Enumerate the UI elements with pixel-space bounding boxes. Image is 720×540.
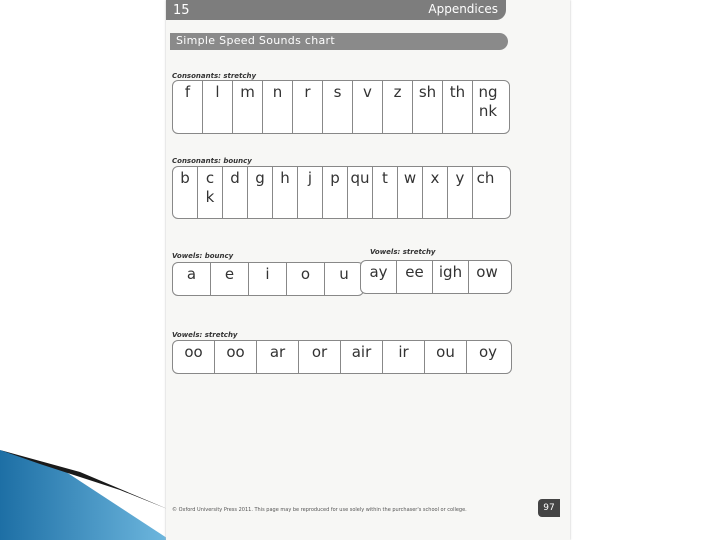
sound-cell — [173, 263, 211, 295]
sound-grapheme: ir — [398, 343, 409, 361]
sound-grapheme: s — [333, 83, 342, 101]
chapter-number: 15 — [173, 3, 190, 18]
sound-grapheme: u — [339, 265, 349, 283]
header-bar — [166, 0, 506, 20]
sound-grapheme: th — [449, 83, 466, 101]
sound-row-consonants-stretchy — [172, 80, 510, 134]
sound-cell — [323, 81, 353, 133]
sound-cell — [448, 167, 473, 218]
sound-grapheme: ow — [476, 263, 498, 281]
sound-grapheme: ar — [269, 343, 286, 361]
row-label: Consonants: stretchy — [172, 72, 257, 80]
row-label: Vowels: bouncy — [172, 252, 234, 260]
sound-grapheme: l — [215, 83, 220, 101]
sound-grapheme: j — [307, 169, 313, 187]
sound-row-vowels-stretchy-b — [172, 340, 512, 374]
sound-cell — [353, 81, 383, 133]
sound-cell — [473, 81, 503, 133]
row-label: Consonants: bouncy — [172, 157, 252, 165]
sound-cell — [467, 341, 509, 373]
sound-grapheme: w — [403, 169, 417, 187]
sound-cell — [249, 263, 287, 295]
sound-cell — [383, 81, 413, 133]
page-number-badge: 97 — [538, 499, 560, 517]
sound-cell — [173, 341, 215, 373]
sound-grapheme: g — [255, 169, 265, 187]
sound-grapheme: or — [311, 343, 328, 361]
sound-cell — [413, 81, 443, 133]
sound-grapheme: h — [280, 169, 290, 187]
sound-cell — [223, 167, 248, 218]
sound-grapheme: d — [230, 169, 240, 187]
sound-cell — [263, 81, 293, 133]
sound-grapheme: i — [265, 265, 270, 283]
sound-grapheme: sh — [418, 83, 437, 101]
sound-grapheme: n — [272, 83, 283, 101]
row-label: Vowels: stretchy — [370, 248, 436, 256]
sound-cell — [293, 81, 323, 133]
sound-grapheme: f — [184, 83, 191, 101]
sound-cell — [469, 261, 505, 293]
sound-grapheme: ou — [436, 343, 455, 361]
sound-cell — [325, 263, 363, 295]
sound-cell — [173, 81, 203, 133]
title-bar — [170, 33, 508, 50]
sound-grapheme: oo — [184, 343, 203, 361]
sound-cell — [215, 341, 257, 373]
sound-grapheme: b — [180, 169, 190, 187]
row-label: Vowels: stretchy — [172, 331, 238, 339]
sound-grapheme: p — [330, 169, 340, 187]
sound-cell — [373, 167, 398, 218]
sound-cell — [173, 167, 198, 218]
sound-grapheme: a — [186, 265, 197, 283]
decorative-corner-swoosh — [0, 450, 170, 540]
sound-grapheme: c k — [205, 169, 215, 206]
sound-grapheme: ee — [405, 263, 424, 281]
sound-grapheme: igh — [438, 263, 463, 281]
sound-grapheme: x — [430, 169, 440, 187]
sound-cell — [287, 263, 325, 295]
sound-cell — [361, 261, 397, 293]
sound-cell — [433, 261, 469, 293]
sound-cell — [298, 167, 323, 218]
sound-grapheme: ay — [369, 263, 388, 281]
sound-grapheme: t — [382, 169, 388, 187]
chart-title: Simple Speed Sounds chart — [176, 34, 335, 47]
sound-cell — [348, 167, 373, 218]
sound-grapheme: ch — [476, 169, 495, 187]
sound-cell — [383, 341, 425, 373]
sound-grapheme: v — [363, 83, 372, 101]
sound-cell — [257, 341, 299, 373]
sound-cell — [323, 167, 348, 218]
sound-cell — [299, 341, 341, 373]
sound-grapheme: z — [393, 83, 402, 101]
sound-grapheme: y — [455, 169, 465, 187]
sound-grapheme: e — [224, 265, 235, 283]
sound-cell — [248, 167, 273, 218]
sound-grapheme: r — [304, 83, 311, 101]
sound-cell — [341, 341, 383, 373]
sound-cell — [203, 81, 233, 133]
sound-cell — [198, 167, 223, 218]
sound-cell — [423, 167, 448, 218]
sound-cell — [398, 167, 423, 218]
section-title: Appendices — [428, 2, 498, 16]
sound-grapheme: air — [351, 343, 372, 361]
sound-row-vowels-bouncy — [172, 262, 364, 296]
sound-cell — [273, 167, 298, 218]
sound-cell — [443, 81, 473, 133]
sound-cell — [211, 263, 249, 295]
sound-cell — [473, 167, 498, 218]
sound-grapheme: ng nk — [478, 83, 498, 120]
sound-grapheme: oo — [226, 343, 245, 361]
sound-cell — [397, 261, 433, 293]
worksheet-page — [166, 0, 570, 540]
sound-row-consonants-bouncy — [172, 166, 511, 219]
sound-row-vowels-stretchy-a — [360, 260, 512, 294]
sound-grapheme: o — [300, 265, 311, 283]
sound-grapheme: qu — [350, 169, 370, 187]
sound-cell — [425, 341, 467, 373]
copyright-footer: © Oxford University Press 2011. This page may be reproduced for use solely within the purchaser's school or college. — [172, 507, 467, 513]
sound-grapheme: oy — [478, 343, 498, 361]
sound-grapheme: m — [240, 83, 255, 101]
sound-cell — [233, 81, 263, 133]
